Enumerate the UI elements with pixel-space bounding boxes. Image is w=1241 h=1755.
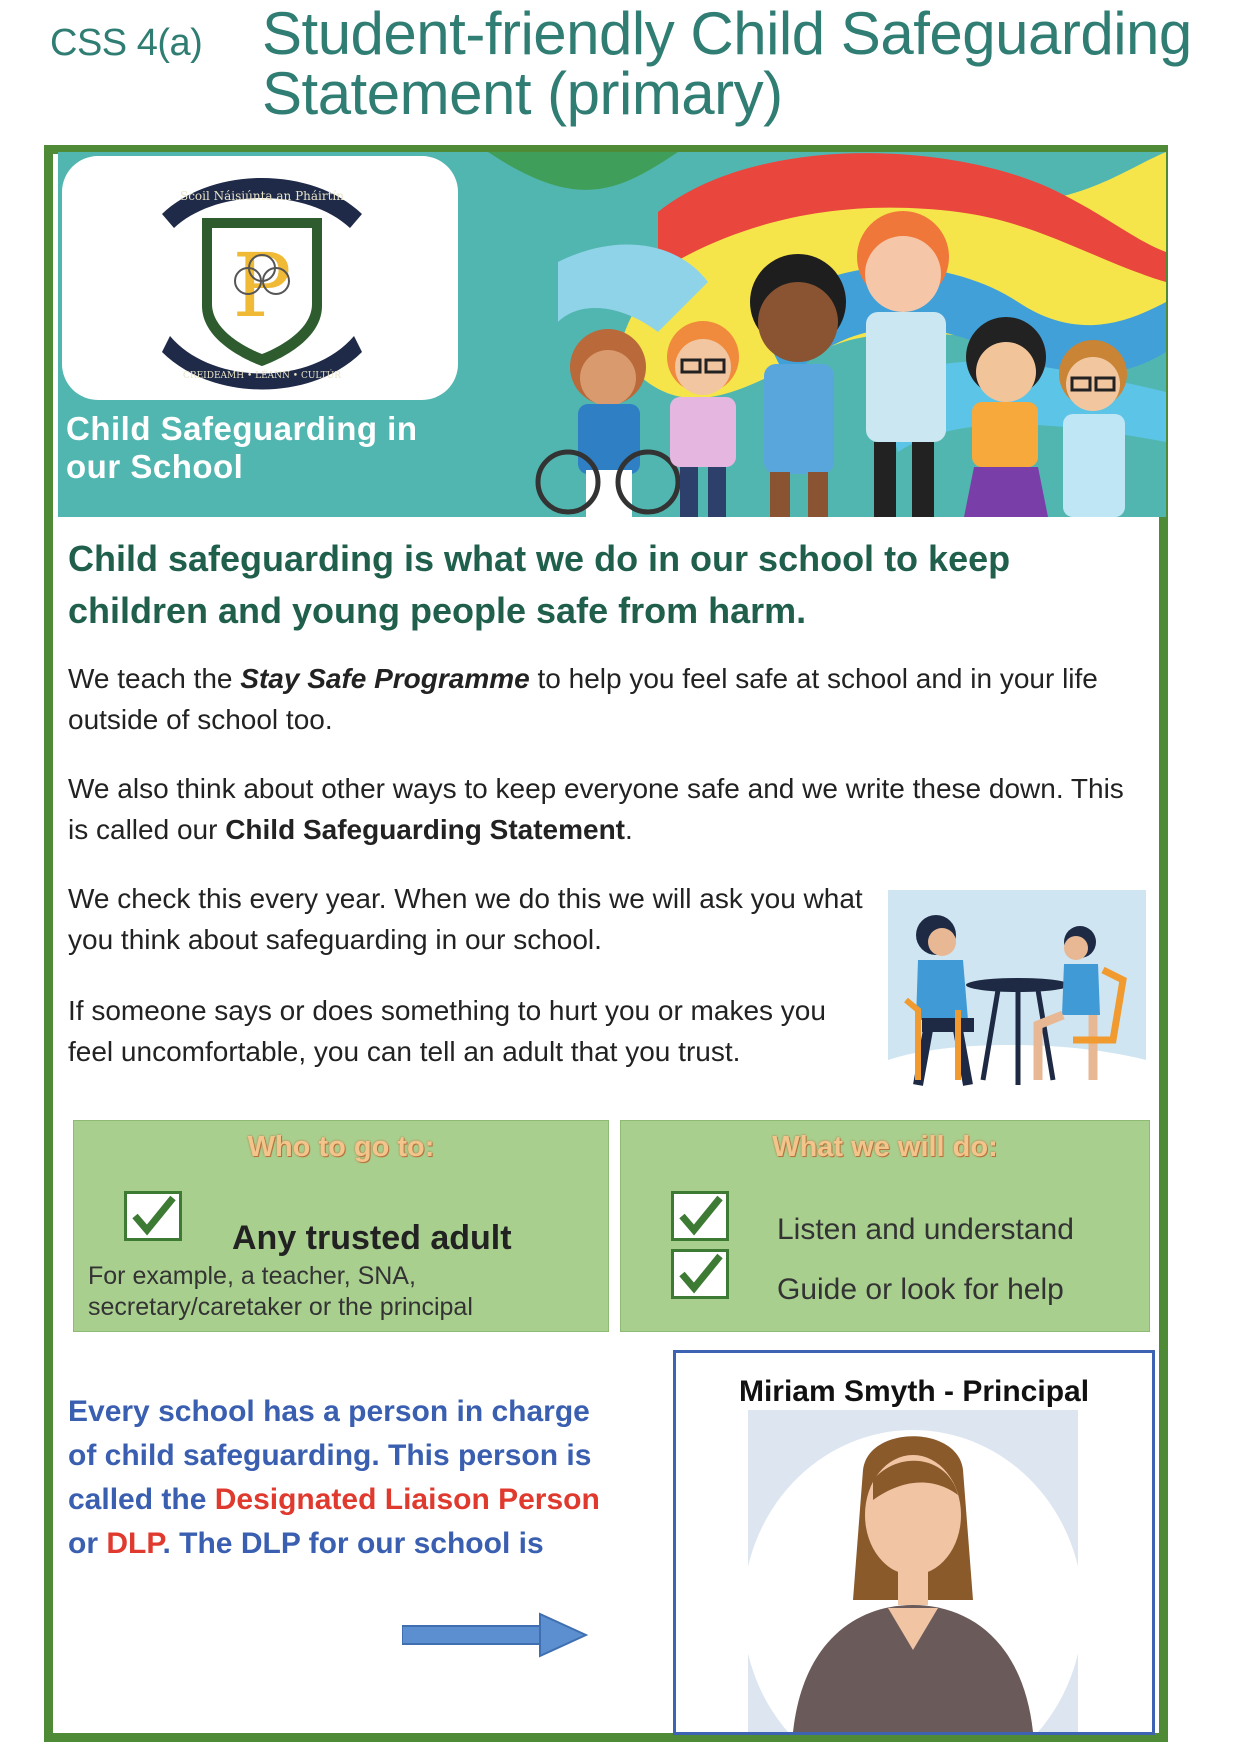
banner-title-line2: our School (66, 448, 244, 485)
p1-text: We teach the (68, 663, 241, 694)
examples-line2: secretary/caretaker or the principal (88, 1293, 473, 1321)
lead-line2: children and young people safe from harm. (68, 590, 807, 631)
child-safeguarding-statement: Child Safeguarding Statement (225, 814, 626, 845)
lead-line1: Child safeguarding is what we do in our school to keep (68, 538, 1011, 579)
checkbox-icon (671, 1191, 729, 1241)
trusted-adult-examples (88, 1261, 473, 1323)
designated-liaison-person: Designated Liaison Person (214, 1483, 600, 1516)
svg-text:Scoil Náisiúnta an Pháirtín: Scoil Náisiúnta an Pháirtín (179, 189, 345, 203)
dlp-photo (748, 1410, 1078, 1732)
paragraph-stay-safe (68, 658, 1128, 740)
page-title: Student-friendly Child Safeguarding Statement (primary) (262, 0, 1192, 127)
dlp-text-1: Every school has a person in charge of child safeguarding. This person is called the (68, 1395, 592, 1516)
dlp-name-label: Miriam Smyth - Principal (738, 1375, 1090, 1408)
banner-title (66, 410, 418, 486)
stay-safe-programme: Stay Safe Programme (240, 663, 530, 694)
lead-statement (68, 533, 1128, 637)
examples-line1: For example, a teacher, SNA, (88, 1262, 416, 1290)
school-logo-panel (62, 156, 458, 400)
what-we-will-do-box (620, 1120, 1150, 1332)
who-to-go-to-box (73, 1120, 609, 1332)
action-guide: Guide or look for help (777, 1273, 1064, 1306)
document-code: CSS 4(a) (50, 22, 203, 64)
checkbox-icon (124, 1191, 182, 1241)
who-to-go-to-title: Who to go to: (247, 1131, 435, 1163)
teacher-child-illustration (888, 890, 1146, 1107)
paragraph-tell-adult: If someone says or does something to hurt you or makes you feel uncomfortable, you can tell an adult that you trust. (68, 995, 826, 1067)
svg-text:P: P (232, 234, 292, 337)
checkbox-icon (671, 1249, 729, 1299)
arrow-right-icon (402, 1612, 588, 1658)
svg-text:CREIDEAMH • LÉANN • CULTÚR: CREIDEAMH • LÉANN • CULTÚR (182, 371, 342, 381)
banner-title-line1: Child Safeguarding in (66, 410, 418, 447)
action-listen: Listen and understand (777, 1213, 1074, 1246)
paragraph-yearly-check: We check this every year. When we do this we will ask you what you think about safeguarding in our school. (68, 883, 863, 955)
p2-text: We also think about other ways to keep everyone safe and we write these down. This is called our (68, 773, 1124, 845)
dlp-text-3: . The DLP for our school is (162, 1527, 544, 1560)
dlp-text-2: or (68, 1527, 107, 1560)
paragraph-statement (68, 768, 1128, 850)
p1-text-end: to help you feel safe at school and in your life outside of school too. (68, 663, 1098, 735)
school-crest-logo (62, 156, 458, 400)
dlp-acronym: DLP (106, 1527, 163, 1560)
what-we-will-do-title: What we will do: (772, 1131, 998, 1163)
dlp-explanation (68, 1390, 608, 1566)
p2-text-end: . (625, 814, 633, 845)
any-trusted-adult: Any trusted adult (232, 1219, 512, 1257)
